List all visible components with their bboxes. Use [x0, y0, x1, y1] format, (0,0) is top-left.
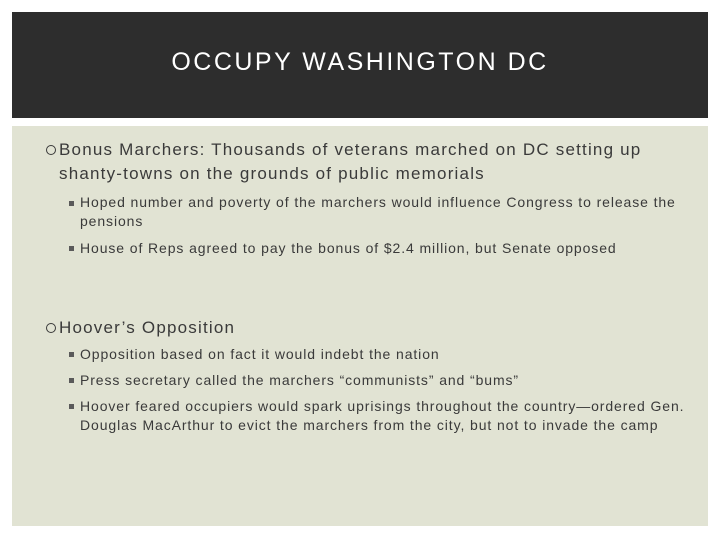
square-bullet-icon [69, 378, 74, 383]
sub-bullet-text: Press secretary called the marchers “communists” and “bums” [80, 372, 519, 388]
sub-bullet-indebt [80, 345, 692, 364]
ring-bullet-icon [46, 145, 56, 155]
sub-bullet-text: Hoped number and poverty of the marchers would influence Congress to release the pensions [80, 194, 676, 229]
square-bullet-icon [69, 201, 74, 206]
sub-bullet-hoover-feared [80, 397, 692, 435]
ring-bullet-icon [46, 323, 56, 333]
bullet-text: Bonus Marchers: Thousands of veterans marched on DC setting up shanty-towns on the grounds of public memorials [59, 140, 642, 183]
sub-bullet-text: Hoover feared occupiers would spark uprisings throughout the country—ordered Gen. Douglas MacArthur to evict the marchers from the city, but not to invade the camp [80, 398, 685, 433]
square-bullet-icon [69, 352, 74, 357]
content-area [12, 126, 708, 526]
square-bullet-icon [69, 404, 74, 409]
bullet-hoovers-opposition [59, 316, 689, 340]
square-bullet-icon [69, 246, 74, 251]
title-bar [12, 12, 708, 118]
sub-bullet-press-secretary [80, 371, 692, 390]
bullet-bonus-marchers [59, 138, 689, 186]
sub-bullet-hoped-number [80, 193, 692, 231]
sub-bullet-text: House of Reps agreed to pay the bonus of $2.4 million, but Senate opposed [80, 240, 617, 256]
sub-bullet-house-of-reps [80, 239, 640, 258]
sub-bullet-text: Opposition based on fact it would indebt the nation [80, 346, 440, 362]
slide-title: OCCUPY WASHINGTON DC [171, 47, 549, 76]
bullet-text: Hoover’s Opposition [59, 318, 236, 337]
